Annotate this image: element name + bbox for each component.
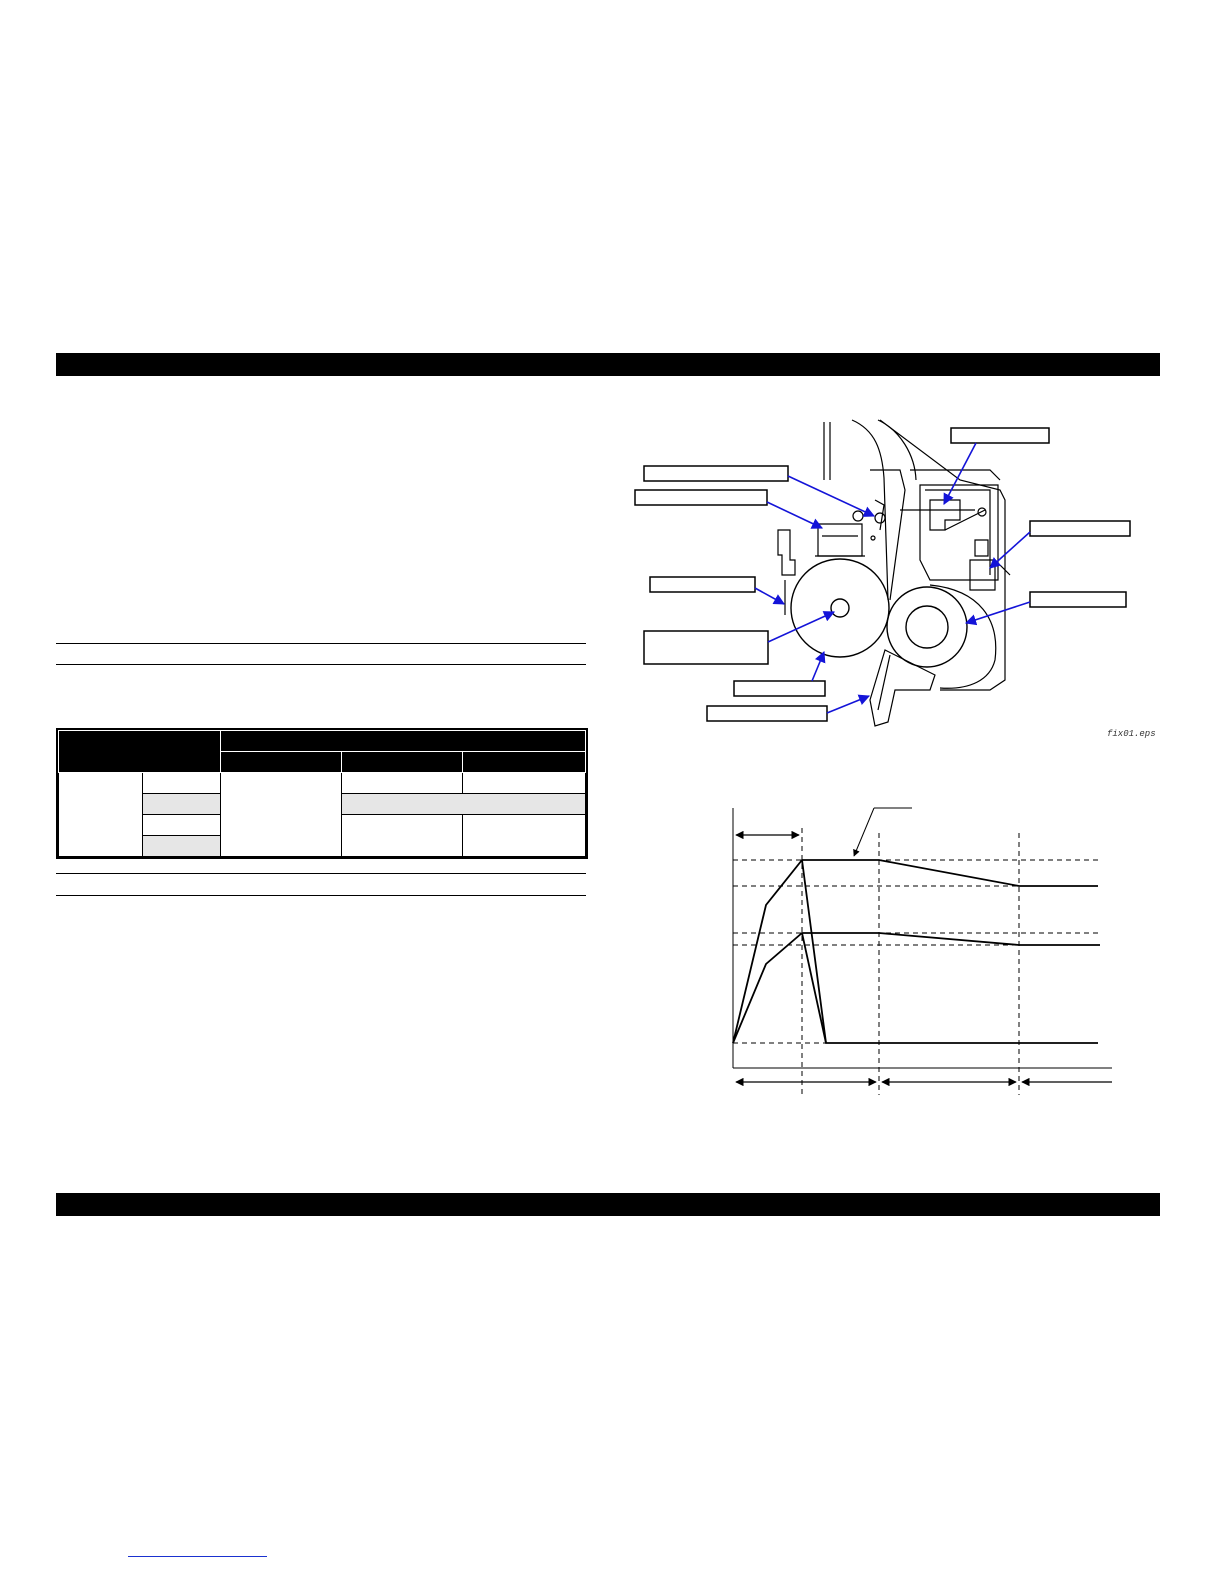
- callout-box-8: [1030, 521, 1130, 536]
- table-cell: [463, 773, 586, 794]
- table-header-col3: [463, 752, 586, 773]
- graph-lines: [733, 860, 1100, 1043]
- table-header-group: [221, 731, 586, 752]
- table-cell-shaded: [342, 794, 586, 815]
- spec-table: [58, 730, 586, 857]
- callout-box-1: [644, 466, 788, 481]
- diagram-filename: fix01.eps: [1107, 729, 1156, 739]
- callout-box-4: [644, 631, 768, 664]
- table-cell-shaded: [143, 836, 221, 857]
- table-header-col1: [221, 752, 342, 773]
- table-cell: [143, 815, 221, 836]
- callout-box-6: [707, 706, 827, 721]
- table-cell-shaded: [143, 794, 221, 815]
- table-cell: [143, 773, 221, 794]
- section-rule-bottom: [56, 664, 586, 665]
- table-cell: [463, 815, 586, 857]
- callout-box-2: [635, 490, 767, 505]
- callout-box-5: [734, 681, 825, 696]
- graph-annotation: [854, 808, 912, 856]
- pressure-roller: [887, 587, 967, 667]
- table-header-col2: [342, 752, 463, 773]
- table-header-corner: [59, 731, 221, 773]
- footer-link[interactable]: [128, 1556, 267, 1557]
- fuser-unit-diagram: [620, 405, 1160, 750]
- page-header-bar: [56, 353, 1160, 376]
- callout-box-3: [650, 577, 755, 592]
- table-cell: [342, 773, 463, 794]
- heat-roller: [791, 559, 889, 657]
- temperature-graph: [700, 800, 1120, 1100]
- callout-box-9: [1030, 592, 1126, 607]
- table-rule-top: [56, 873, 586, 874]
- callout-box-7: [951, 428, 1049, 443]
- table-cell: [342, 815, 463, 857]
- table-rule-bottom: [56, 895, 586, 896]
- graph-guides: [733, 828, 1098, 1095]
- table-cell: [221, 773, 342, 857]
- exit-guide: [870, 650, 935, 726]
- section-rule-top: [56, 643, 586, 644]
- graph-axes: [733, 808, 1112, 1068]
- page-footer-bar: [56, 1193, 1160, 1216]
- table-row-label: [59, 773, 143, 857]
